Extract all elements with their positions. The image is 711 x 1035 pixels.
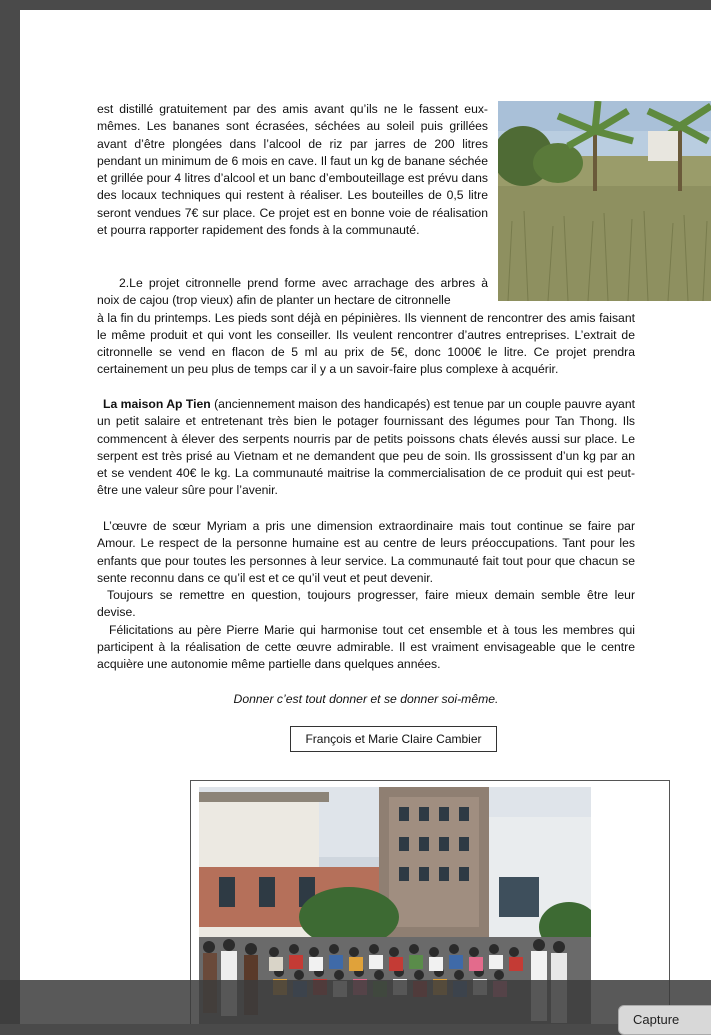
closing-quote: Donner c’est tout donner et se donner soi-même. bbox=[233, 692, 499, 706]
paragraph-banana-alcohol: est distillé gratuitement par des amis avant qu’ils ne le fassent eux-mêmes. Les bananes sont écrasées, séchées au soleil puis grillées avant d’être plongées dans l’alcool de riz par jarres de 200 litres pendant un minimum de 6 mois en cave. Il faut un kg de banane séchée et grillée pour 4 litres d’alcool et un banc d’embouteillage est prévu dans des locaux techniques qui restent à réaliser. Les bouteilles de 0,5 litre seront vendues 7€ sur place. Ce projet est en bonne voie de réalisation et pourra rapporter rapidement des fonds à la communauté. bbox=[97, 102, 488, 238]
paragraph-ap-tien-house: La maison Ap Tien (anciennement maison des handicapés) est tenue par un couple pauvre ayant un petit salaire et entretenant très bien le potager fournissant des légumes pour Tan Thong. Ils commencent à élever des serpents nourris par de petits poissons chats élevés aussi sur place. Le serpent est très prisé au Vietnam et ne demandent que peu de soin. Ils grossissent d’un kg par an et se vendent 40€ le kg. La communauté maitrise la commercialisation de ce produit qui est peut-être une valeur sûre pour l’avenir. bbox=[97, 397, 635, 498]
capture-button[interactable]: Capture bbox=[618, 1005, 711, 1035]
ap-tien-heading: La maison Ap Tien bbox=[103, 397, 211, 411]
paragraph-lemongrass-project: 2.Le projet citronnelle prend forme avec arrachage des arbres à noix de cajou (trop vieux) afin de planter un hectare de citronnelle à la fin du printemps. Les pieds sont déjà en pépinières. Ils viennent de rencontrer des amis faisant le même produit et qui vont les conseiller. Ils veulent rencontrer d’autres entreprises. L’extrait de citronnelle se vend en flacon de 5 ml au prix de 5€, donc 1000€ le litre. Ce projet prendra certainement un peu plus de temps car il y a un savoir-faire plus complexe à acquérir. bbox=[97, 276, 635, 377]
paragraph-conclusion: L’œuvre de sœur Myriam a pris une dimension extraordinaire mais tout continue se faire par Amour. Le respect de la personne humaine est au centre de leurs préoccupations. Tant pour les enfants que pour toutes les personnes à leur service. La communauté fait tout pour que chacun se sente reconnu dans ce qu’il est et ce qu’il veut et peut devenir. Toujours se remettre en question, toujours progresser, faire mieux demain semble être leur devise. Félicitations au père Pierre Marie qui harmonise tout cet ensemble et à tous les membres qui participent à la réalisation de cette œuvre admirable. Il est vraiment envisageable que le centre acquière une autonomie même partielle dans quelques années. bbox=[97, 519, 635, 672]
viewer-bottom-bar bbox=[0, 980, 711, 1024]
document-page bbox=[20, 10, 711, 1024]
signature-box: François et Marie Claire Cambier bbox=[290, 726, 497, 752]
field-photo bbox=[498, 101, 711, 301]
